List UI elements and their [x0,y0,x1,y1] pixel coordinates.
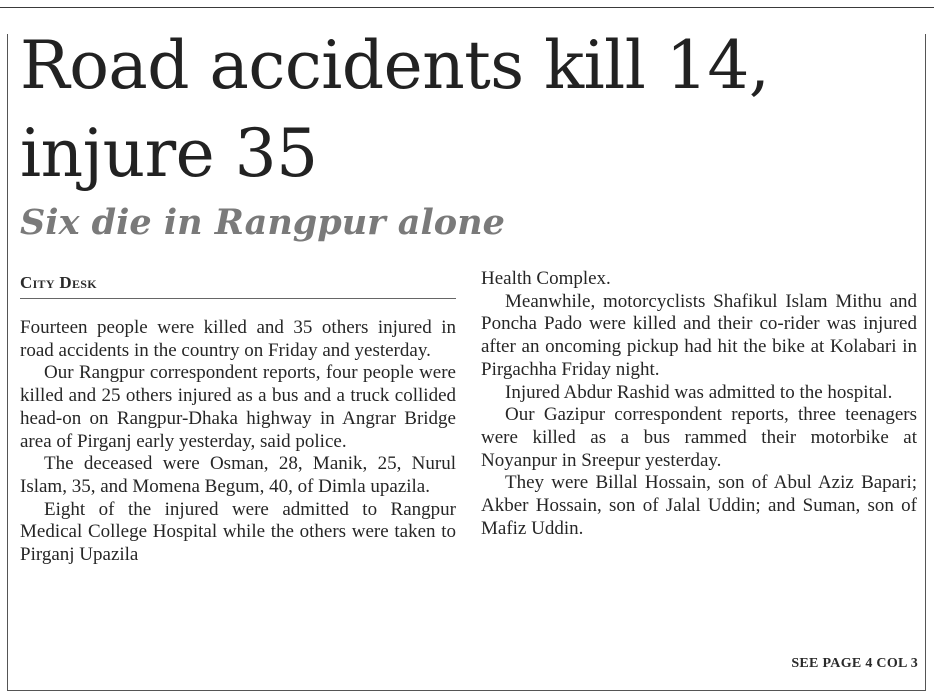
left-border-rule [7,34,8,691]
article-column-left [20,317,456,567]
byline-rule [20,298,456,299]
continuation-jump-line: SEE PAGE 4 COL 3 [791,656,918,671]
headline: Road accidents kill 14, injure 35 [20,27,770,192]
paragraph: Meanwhile, motorcyclists Shafikul Islam Mithu and Poncha Pado were killed and their co-rider was injured after an oncoming pickup had hit the bike at Kolabari in Pirgachha Friday night. [481,290,917,380]
paragraph: The deceased were Osman, 28, Manik, 25, Nurul Islam, 35, and Momena Begum, 40, of Dimla upazila. [20,453,456,497]
paragraph-continued: Health Complex. [481,268,611,289]
byline: City Desk [20,273,97,292]
paragraph: Our Gazipur correspondent reports, three teenagers were killed as a bus rammed their motorbike at Noyanpur in Sreepur yesterday. [481,404,917,471]
top-border-rule [0,7,934,8]
paragraph: Fourteen people were killed and 35 others injured in road accidents in the country on Friday and yesterday. [20,317,456,361]
right-border-rule [925,34,926,691]
article-column-right [481,268,917,540]
bottom-border-rule [7,690,926,691]
paragraph: Injured Abdur Rashid was admitted to the hospital. [505,381,893,403]
paragraph: Our Rangpur correspondent reports, four people were killed and 25 others injured as a bus and a truck collided head-on on Rangpur-Dhaka highway in Angrar Bridge area of Pirganj early yesterday, said police. [20,362,456,452]
paragraph: They were Billal Hossain, son of Abul Aziz Bapari; Akber Hossain, son of Jalal Uddin; and Suman, son of Mafiz Uddin. [481,472,917,539]
paragraph: Eight of the injured were admitted to Rangpur Medical College Hospital while the others were taken to Pirganj Upazila [20,498,456,566]
subhead: Six die in Rangpur alone [20,202,505,243]
